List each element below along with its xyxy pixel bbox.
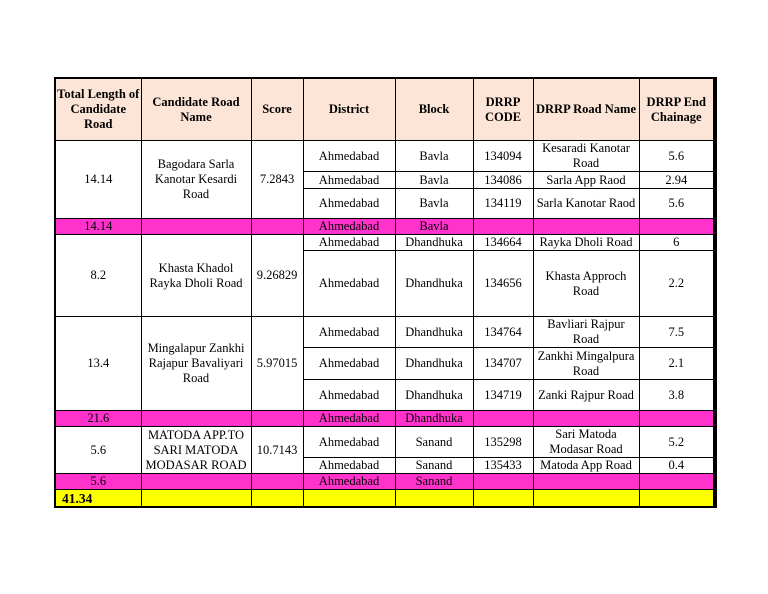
cell-code: 134086 [473,172,533,189]
header-score: Score [251,78,303,141]
cell-block: Bavla [395,141,473,172]
cell-road: Sari Matoda Modasar Road [533,427,639,458]
subtotal-district: Ahmedabad [303,219,395,235]
subtotal-row [55,474,715,490]
cell-district: Ahmedabad [303,189,395,219]
cell-chainage: 2.2 [639,251,715,317]
group-road-name: MATODA APP.TO SARI MATODA MODASAR ROAD [141,427,251,474]
group-score: 5.97015 [251,317,303,411]
subtotal-district: Ahmedabad [303,411,395,427]
cell-code: 135433 [473,458,533,474]
cell-district: Ahmedabad [303,427,395,458]
cell-code: 134119 [473,189,533,219]
group-road-name: Bagodara Sarla Kanotar Kesardi Road [141,141,251,219]
cell-road: Matoda App Road [533,458,639,474]
cell-block: Bavla [395,172,473,189]
cell-district: Ahmedabad [303,317,395,348]
group-length: 13.4 [55,317,141,411]
header-candidate-road-name: Candidate Road Name [141,78,251,141]
cell-block: Dhandhuka [395,317,473,348]
grand-total-length: 41.34 [55,490,141,508]
cell-district: Ahmedabad [303,251,395,317]
cell-district: Ahmedabad [303,380,395,411]
cell-block: Dhandhuka [395,380,473,411]
header-drrp-code: DRRP CODE [473,78,533,141]
cell-block: Sanand [395,427,473,458]
subtotal-block: Sanand [395,474,473,490]
table-row [55,427,715,458]
cell-district: Ahmedabad [303,141,395,172]
group-score: 10.7143 [251,427,303,474]
cell-road: Sarla App Raod [533,172,639,189]
subtotal-block: Dhandhuka [395,411,473,427]
cell-block: Sanand [395,458,473,474]
subtotal-length: 5.6 [55,474,141,490]
cell-block: Dhandhuka [395,348,473,380]
header-drrp-end-chainage: DRRP End Chainage [639,78,715,141]
table-row [55,141,715,172]
subtotal-length: 21.6 [55,411,141,427]
subtotal-row [55,411,715,427]
subtotal-row [55,219,715,235]
cell-district: Ahmedabad [303,348,395,380]
cell-chainage: 3.8 [639,380,715,411]
cell-district: Ahmedabad [303,235,395,251]
cell-code: 134719 [473,380,533,411]
cell-road: Kesaradi Kanotar Road [533,141,639,172]
cell-chainage: 5.6 [639,141,715,172]
cell-block: Bavla [395,189,473,219]
cell-code: 134707 [473,348,533,380]
subtotal-district: Ahmedabad [303,474,395,490]
header-district: District [303,78,395,141]
header-drrp-road-name: DRRP Road Name [533,78,639,141]
cell-block: Dhandhuka [395,235,473,251]
cell-road: Khasta Approch Road [533,251,639,317]
header-row [55,78,715,141]
header-block: Block [395,78,473,141]
group-length: 14.14 [55,141,141,219]
cell-chainage: 5.6 [639,189,715,219]
cell-block: Dhandhuka [395,251,473,317]
grand-total-row [55,490,715,508]
cell-code: 134094 [473,141,533,172]
cell-chainage: 0.4 [639,458,715,474]
group-score: 9.26829 [251,235,303,317]
table-row [55,317,715,348]
group-score: 7.2843 [251,141,303,219]
cell-district: Ahmedabad [303,172,395,189]
cell-chainage: 6 [639,235,715,251]
subtotal-block: Bavla [395,219,473,235]
cell-code: 134764 [473,317,533,348]
cell-road: Rayka Dholi Road [533,235,639,251]
cell-code: 134656 [473,251,533,317]
cell-chainage: 2.1 [639,348,715,380]
group-length: 8.2 [55,235,141,317]
cell-chainage: 5.2 [639,427,715,458]
group-road-name: Khasta Khadol Rayka Dholi Road [141,235,251,317]
road-table-container [54,77,714,508]
cell-code: 135298 [473,427,533,458]
cell-road: Sarla Kanotar Raod [533,189,639,219]
cell-road: Bavliari Rajpur Road [533,317,639,348]
cell-code: 134664 [473,235,533,251]
cell-road: Zanki Rajpur Road [533,380,639,411]
header-total-length: Total Length of Candidate Road [55,78,141,141]
group-road-name: Mingalapur Zankhi Rajapur Bavaliyari Road [141,317,251,411]
cell-chainage: 2.94 [639,172,715,189]
table-row [55,235,715,251]
cell-district: Ahmedabad [303,458,395,474]
subtotal-length: 14.14 [55,219,141,235]
candidate-road-table [54,77,717,508]
cell-chainage: 7.5 [639,317,715,348]
cell-road: Zankhi Mingalpura Road [533,348,639,380]
group-length: 5.6 [55,427,141,474]
